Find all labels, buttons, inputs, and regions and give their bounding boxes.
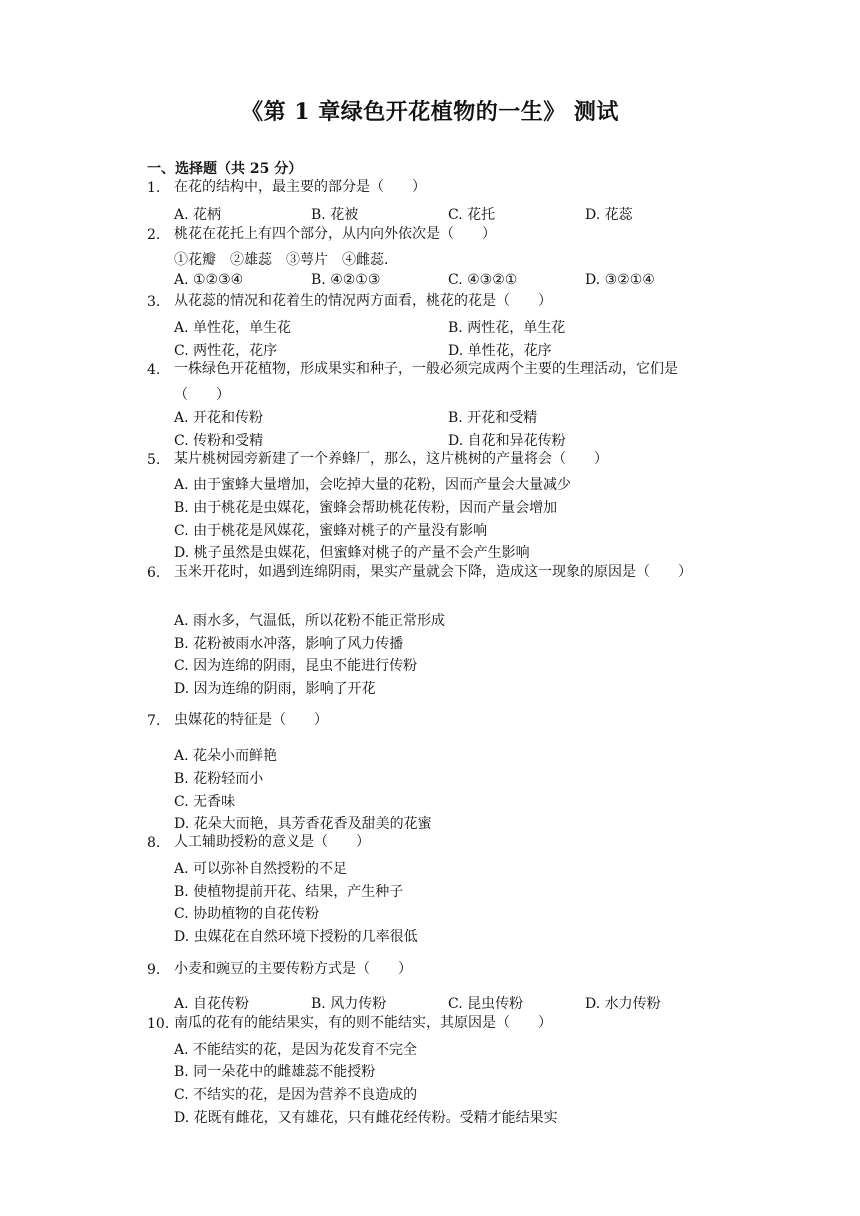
question-stem: 桃花在花托上有四个部分，从内向外依次是（ ） xyxy=(174,226,496,242)
option-a: A. 花朵小而鲜艳 xyxy=(174,748,278,764)
option-c: C. 由于桃花是风媒花，蜜蜂对桃子的产量没有影响 xyxy=(174,523,488,539)
question-number: 6. xyxy=(147,565,161,581)
question-extra: （ ） xyxy=(174,387,230,403)
option-a: A. ①②③④ xyxy=(174,272,244,288)
page-title: 《第 1 章绿色开花植物的一生》 测试 xyxy=(241,99,619,125)
option-d: D. 花朵大而艳，具芳香花香及甜美的花蜜 xyxy=(174,816,432,832)
option-a: A. 花柄 xyxy=(174,207,222,223)
option-b: B. 风力传粉 xyxy=(311,996,387,1012)
question-stem: 在花的结构中，最主要的部分是（ ） xyxy=(174,179,426,195)
question-number: 3. xyxy=(147,294,161,310)
question-number: 5. xyxy=(147,452,161,468)
section-heading: 一、选择题（共 25 分） xyxy=(147,161,303,177)
question-stem: 南瓜的花有的能结果实，有的则不能结实，其原因是（ ） xyxy=(174,1015,552,1031)
question-number: 7. xyxy=(147,713,161,729)
option-a: A. 自花传粉 xyxy=(174,996,250,1012)
option-b: B. 使植物提前开花、结果，产生种子 xyxy=(174,884,404,900)
option-b: B. ④②①③ xyxy=(311,272,381,288)
option-c: C. 两性花，花序 xyxy=(174,343,278,359)
option-b: B. 花粉轻而小 xyxy=(174,771,264,787)
option-a: A. 开花和传粉 xyxy=(174,410,264,426)
option-a: A. 不能结实的花，是因为花发育不完全 xyxy=(174,1042,418,1058)
question-number: 2. xyxy=(147,227,161,243)
option-d: D. 桃子虽然是虫媒花，但蜜蜂对桃子的产量不会产生影响 xyxy=(174,545,530,561)
option-c: C. 昆虫传粉 xyxy=(448,996,524,1012)
option-d: D. 花既有雌花，又有雄花，只有雌花经传粉。受精才能结果实 xyxy=(174,1110,558,1126)
question-number: 4. xyxy=(147,362,161,378)
option-b: B. 花被 xyxy=(311,207,359,223)
option-d: D. 单性花，花序 xyxy=(448,343,552,359)
option-c: C. 因为连绵的阴雨，昆虫不能进行传粉 xyxy=(174,658,418,674)
option-a: A. 由于蜜蜂大量增加，会吃掉大量的花粉，因而产量会大量减少 xyxy=(174,477,572,493)
question-number: 1. xyxy=(147,180,161,196)
question-stem: 小麦和豌豆的主要传粉方式是（ ） xyxy=(174,961,412,977)
question-stem: 人工辅助授粉的意义是（ ） xyxy=(174,834,370,850)
question-stem: 从花蕊的情况和花着生的情况两方面看，桃花的花是（ ） xyxy=(174,293,552,309)
question-extra: ①花瓣 ②雄蕊 ③萼片 ④雌蕊． xyxy=(174,252,398,268)
question-stem: 一株绿色开花植物，形成果实和种子，一般必须完成两个主要的生理活动，它们是 xyxy=(174,361,678,377)
option-d: D. ③②①④ xyxy=(585,272,655,288)
option-c: C. 不结实的花，是因为营养不良造成的 xyxy=(174,1087,418,1103)
question-number: 10. xyxy=(147,1016,170,1032)
option-c: C. ④③②① xyxy=(448,272,518,288)
option-d: D. 自花和异花传粉 xyxy=(448,433,566,449)
question-number: 9. xyxy=(147,962,161,978)
option-c: C. 协助植物的自花传粉 xyxy=(174,906,320,922)
option-c: C. 传粉和受精 xyxy=(174,433,264,449)
option-d: D. 因为连绵的阴雨，影响了开花 xyxy=(174,681,376,697)
option-a: A. 单性花，单生花 xyxy=(174,320,292,336)
option-b: B. 花粉被雨水冲落，影响了风力传播 xyxy=(174,636,404,652)
question-number: 8. xyxy=(147,835,161,851)
option-b: B. 由于桃花是虫媒花，蜜蜂会帮助桃花传粉，因而产量会增加 xyxy=(174,500,558,516)
option-a: A. 雨水多，气温低，所以花粉不能正常形成 xyxy=(174,613,446,629)
question-stem: 玉米开花时，如遇到连绵阴雨，果实产量就会下降，造成这一现象的原因是（ ） xyxy=(174,564,692,580)
option-c: C. 无香味 xyxy=(174,794,236,810)
option-d: D. 花蕊 xyxy=(585,207,633,223)
option-b: B. 同一朵花中的雌雄蕊不能授粉 xyxy=(174,1064,376,1080)
question-stem: 虫媒花的特征是（ ） xyxy=(174,712,328,728)
option-b: B. 开花和受精 xyxy=(448,410,538,426)
question-stem: 某片桃树园旁新建了一个养蜂厂，那么，这片桃树的产量将会（ ） xyxy=(174,451,608,467)
option-a: A. 可以弥补自然授粉的不足 xyxy=(174,861,348,877)
option-d: D. 水力传粉 xyxy=(585,996,661,1012)
option-d: D. 虫媒花在自然环境下授粉的几率很低 xyxy=(174,929,418,945)
option-c: C. 花托 xyxy=(448,207,496,223)
option-b: B. 两性花，单生花 xyxy=(448,320,566,336)
